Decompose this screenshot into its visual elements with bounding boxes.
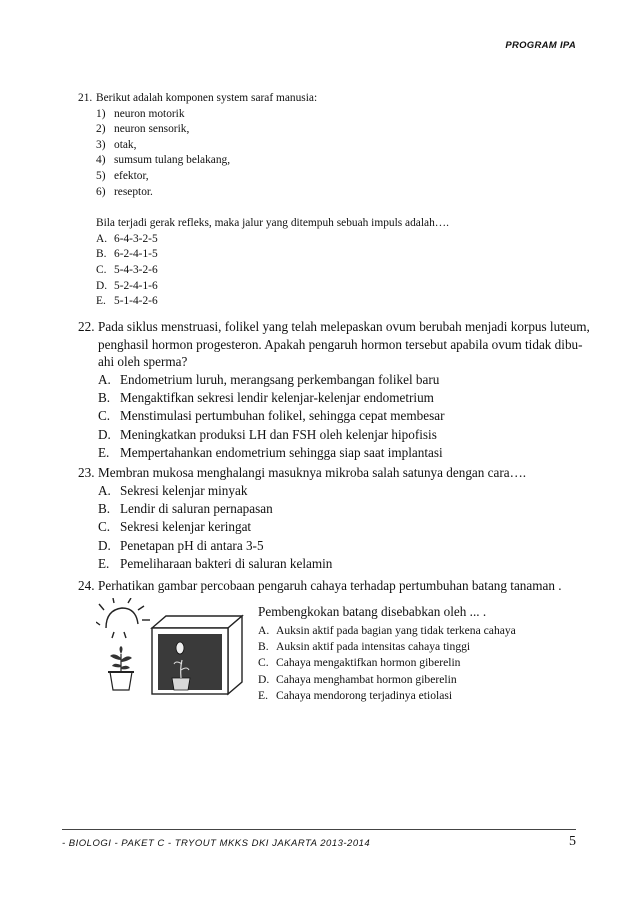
list-item: 5) efektor, bbox=[96, 169, 149, 182]
answer-options bbox=[258, 623, 516, 705]
answer-option[interactable]: E. Pemeliharaan bakteri di saluran kelamin bbox=[98, 556, 333, 572]
question-23 bbox=[78, 464, 582, 574]
answer-options bbox=[78, 482, 582, 574]
component-list bbox=[78, 107, 578, 201]
answer-options bbox=[78, 371, 582, 463]
answer-option[interactable]: A. Auksin aktif pada bagian yang tidak terkena cahaya bbox=[258, 623, 516, 637]
answer-options bbox=[78, 232, 578, 310]
answer-option[interactable]: C. 5-4-3-2-6 bbox=[96, 263, 158, 276]
sun-icon bbox=[96, 598, 150, 638]
question-number: 21. bbox=[78, 92, 93, 104]
q24-question-block bbox=[258, 603, 516, 705]
answer-option[interactable]: A. Endometrium luruh, merangsang perkembangan folikel baru bbox=[98, 371, 440, 387]
answer-option[interactable]: D. Cahaya menghambat hormon giberelin bbox=[258, 672, 457, 686]
answer-option[interactable]: D. 5-2-4-1-6 bbox=[96, 279, 158, 292]
plant-light-experiment-figure bbox=[96, 598, 246, 698]
page-number: 5 bbox=[569, 834, 576, 849]
answer-option[interactable]: C. Menstimulasi pertumbuhan folikel, sehingga cepat membesar bbox=[98, 408, 445, 424]
question-22 bbox=[78, 318, 590, 463]
question-number: 24. bbox=[78, 578, 95, 593]
list-item: 1) neuron motorik bbox=[96, 107, 185, 120]
list-item: 4) sumsum tulang belakang, bbox=[96, 154, 231, 167]
question-stem-line-3: ahi oleh sperma? bbox=[98, 354, 188, 369]
answer-option[interactable]: A. Sekresi kelenjar minyak bbox=[98, 482, 248, 498]
question-number: 22. bbox=[78, 319, 95, 334]
question-21 bbox=[78, 91, 578, 310]
answer-option[interactable]: B. Auksin aktif pada intensitas cahaya tinggi bbox=[258, 639, 471, 653]
question-prompt: Bila terjadi gerak refleks, maka jalur yang ditempuh sebuah impuls adalah…. bbox=[96, 217, 449, 230]
question-number: 23. bbox=[78, 465, 95, 480]
answer-option[interactable]: D. Penetapan pH di antara 3-5 bbox=[98, 537, 264, 553]
answer-option[interactable]: C. Sekresi kelenjar keringat bbox=[98, 519, 252, 535]
program-header: PROGRAM IPA bbox=[505, 40, 576, 51]
question-24 bbox=[78, 577, 582, 595]
list-item: 3) otak, bbox=[96, 138, 137, 151]
answer-option[interactable]: E. Cahaya mendorong terjadinya etiolasi bbox=[258, 689, 453, 703]
answer-option[interactable]: E. Mempertahankan endometrium sehingga siap saat implantasi bbox=[98, 445, 443, 461]
answer-option[interactable]: C. Cahaya mengaktifkan hormon giberelin bbox=[258, 656, 461, 670]
question-stem: Berikut adalah komponen system saraf manusia: bbox=[96, 92, 318, 104]
list-item: 6) reseptor. bbox=[96, 185, 153, 198]
list-item: 2) neuron sensorik, bbox=[96, 123, 190, 136]
dark-box-icon bbox=[152, 616, 242, 694]
answer-option[interactable]: B. 6-2-4-1-5 bbox=[96, 248, 158, 261]
question-stem: Membran mukosa menghalangi masuknya mikroba salah satunya dengan cara…. bbox=[98, 465, 527, 480]
answer-option[interactable]: B. Lendir di saluran pernapasan bbox=[98, 500, 273, 516]
footer-divider bbox=[62, 829, 576, 830]
question-prompt: Pembengkokan batang disebabkan oleh ... . bbox=[258, 604, 487, 619]
answer-option[interactable]: B. Mengaktifkan sekresi lendir kelenjar-kelenjar endometrium bbox=[98, 389, 434, 405]
answer-option[interactable]: E. 5-1-4-2-6 bbox=[96, 295, 158, 308]
question-stem-line-2: penghasil hormon progesteron. Apakah pengaruh hormon tersebut apabila ovum tidak dibu- bbox=[98, 336, 583, 352]
question-stem: Perhatikan gambar percobaan pengaruh cahaya terhadap pertumbuhan batang tanaman . bbox=[98, 578, 562, 593]
footer-text: - BIOLOGI - PAKET C - TRYOUT MKKS DKI JAKARTA 2013-2014 bbox=[62, 838, 371, 849]
question-stem-line-1: Pada siklus menstruasi, folikel yang telah melepaskan ovum berubah menjadi korpus luteum, bbox=[98, 319, 590, 334]
answer-option[interactable]: D. Meningkatkan produksi LH dan FSH oleh kelenjar hipofisis bbox=[98, 426, 437, 442]
potted-plant-icon bbox=[108, 646, 134, 690]
answer-option[interactable]: A. 6-4-3-2-5 bbox=[96, 232, 158, 245]
